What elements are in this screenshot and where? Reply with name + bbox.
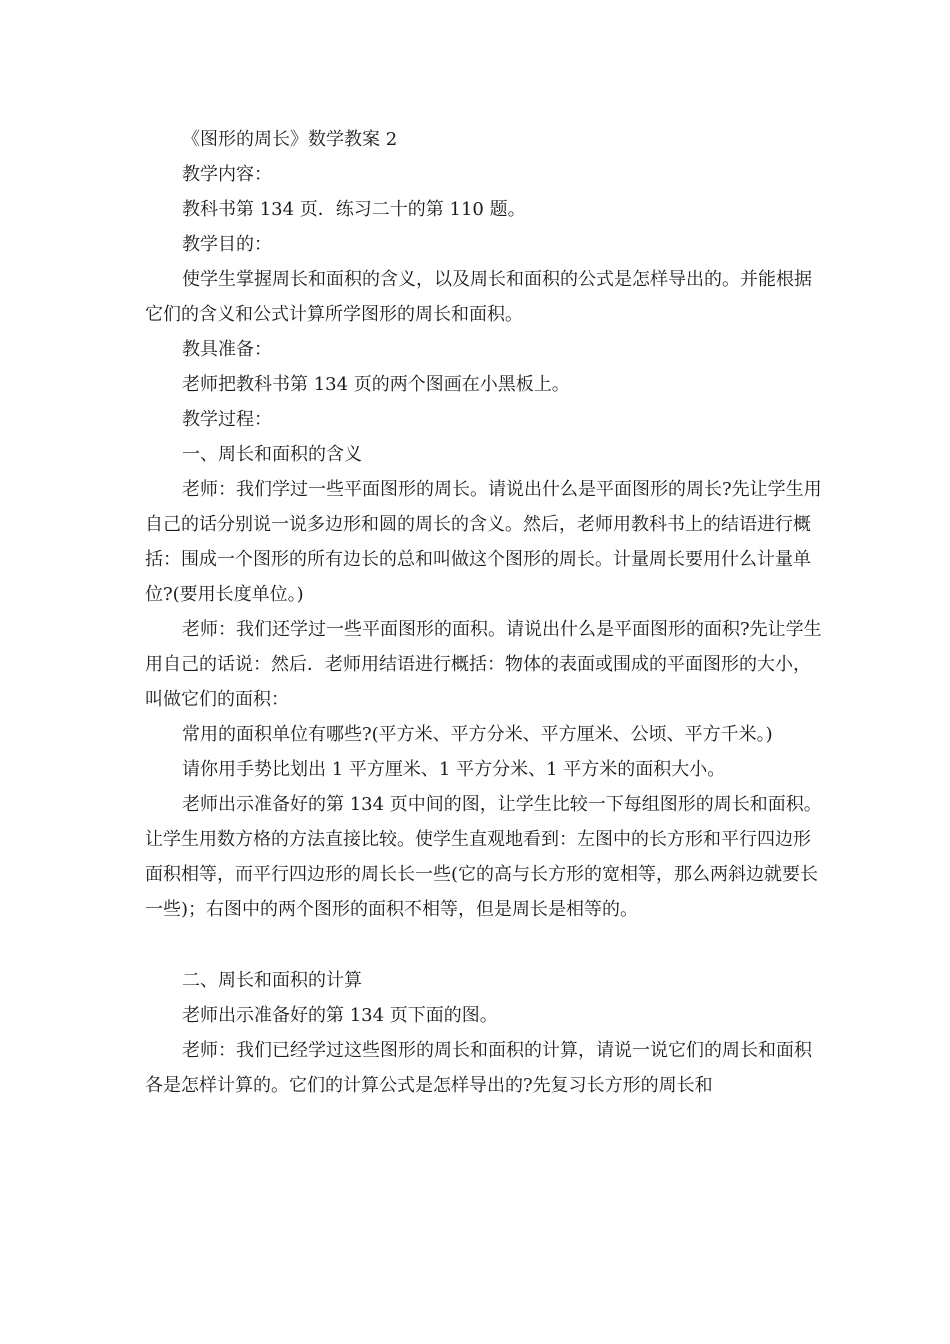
- document-body: [145, 122, 825, 1103]
- paragraph: 教具准备：: [182, 339, 272, 360]
- paragraph: 请你用手势比划出 1 平方厘米、1 平方分米、1 平方米的面积大小。: [182, 759, 726, 780]
- document-title: 《图形的周长》数学教案 2: [182, 129, 398, 150]
- paragraph: 老师出示准备好的第 134 页下面的图。: [182, 1005, 498, 1026]
- paragraph-gap: [145, 927, 825, 963]
- paragraph: 老师：我们还学过一些平面图形的面积。请说出什么是平面图形的面积?先让学生用自己的话说：然后．老师用结语进行概括：物体的表面或围成的平面图形的大小，叫做它们的面积：: [145, 619, 822, 710]
- paragraph: 教科书第 134 页．练习二十的第 110 题。: [182, 199, 526, 220]
- section-heading: 二、周长和面积的计算: [182, 970, 362, 991]
- paragraph: 使学生掌握周长和面积的含义，以及周长和面积的公式是怎样导出的。并能根据它们的含义和公式计算所学图形的周长和面积。: [145, 269, 812, 325]
- paragraph: 常用的面积单位有哪些?(平方米、平方分米、平方厘米、公顷、平方千米。): [182, 724, 773, 745]
- paragraph: 老师：我们学过一些平面图形的周长。请说出什么是平面图形的周长?先让学生用自己的话分别说一说多边形和圆的周长的含义。然后，老师用教科书上的结语进行概括：围成一个图形的所有边长的总和叫做这个图形的周长。计量周长要用什么计量单位?(要用长度单位。): [145, 479, 822, 605]
- paragraph: 老师出示准备好的第 134 页中间的图，让学生比较一下每组图形的周长和面积。让学生用数方格的方法直接比较。使学生直观地看到：左图中的长方形和平行四边形面积相等，而平行四边形的周长长一些(它的高与长方形的宽相等，那么两斜边就要长一些)；右图中的两个图形的面积不相等，但是周长是相等的。: [145, 794, 822, 920]
- paragraph: 教学目的：: [182, 234, 272, 255]
- paragraph: 教学过程：: [182, 409, 272, 430]
- paragraph: 老师把教科书第 134 页的两个图画在小黑板上。: [182, 374, 570, 395]
- section-heading: 一、周长和面积的含义: [182, 444, 362, 465]
- paragraph: 教学内容：: [182, 164, 272, 185]
- paragraph: 老师：我们已经学过这些图形的周长和面积的计算，请说一说它们的周长和面积各是怎样计算的。它们的计算公式是怎样导出的?先复习长方形的周长和: [145, 1040, 812, 1096]
